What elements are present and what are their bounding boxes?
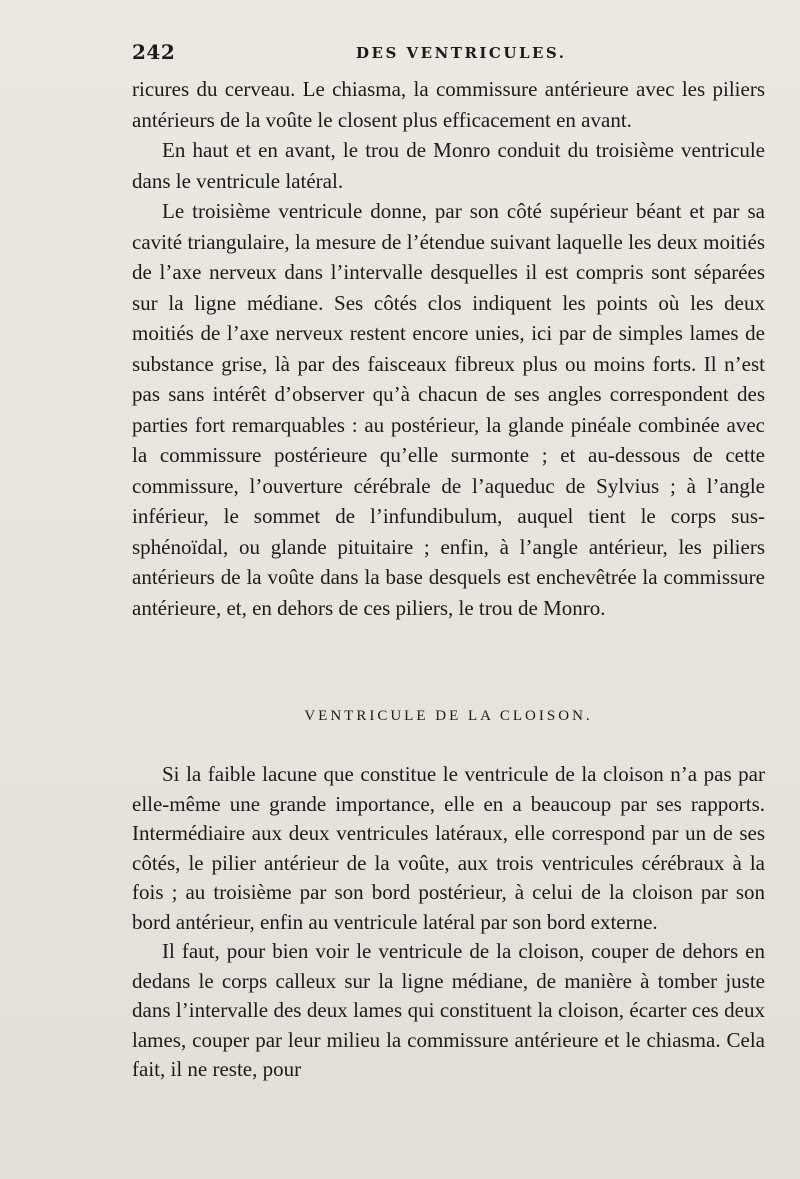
page-number: 242 — [132, 40, 176, 64]
running-head — [132, 40, 764, 68]
running-head-title: DES VENTRICULES. — [356, 44, 567, 62]
paragraph: Il faut, pour bien voir le ventricule de la cloison, couper de dehors en dedans le corps calleux sur la ligne médiane, de manière à tomber juste dans l’intervalle des deux lames qui constituent la cloison, écarter ces deux lames, couper par leur milieu la commissure antérieure et le chiasma. Cela fait, il ne reste, pour — [132, 939, 765, 1081]
paragraph: En haut et en avant, le trou de Monro conduit du troisième ventricule dans le ventricule latéral. — [132, 138, 765, 193]
section-heading: VENTRICULE DE LA CLOISON. — [304, 708, 593, 724]
paragraph: Si la faible lacune que constitue le ventricule de la cloison n’a pas par elle-même une grande importance, elle en a beaucoup par ses rapports. Intermédiaire aux deux ventricules latéraux, elle correspond par un de ses côtés, le pilier antérieur de la voûte, aux trois ventricules cérébraux à la fois ; au troisième par son bord postérieur, à celui de la cloison par son bord antérieur, enfin au ventricule latéral par son bord externe. — [132, 762, 765, 934]
body-text-top — [132, 74, 765, 623]
paragraph: ricures du cerveau. Le chiasma, la commissure antérieure avec les piliers antérieurs de la voûte le closent plus efficacement en avant. — [132, 77, 765, 132]
paragraph: Le troisième ventricule donne, par son côté supérieur béant et par sa cavité triangulaire, la mesure de l’étendue suivant laquelle les deux moitiés de l’axe nerveux dans l’intervalle desquelles il est compris sont séparées sur la ligne médiane. Ses côtés clos indiquent les points où les deux moitiés de l’axe nerveux restent encore unies, ici par de simples lames de substance grise, là par des faisceaux fibreux plus ou moins forts. Il n’est pas sans intérêt d’observer qu’à chacun de ses angles correspondent des parties fort remarquables : au postérieur, la glande pinéale combinée avec la commissure postérieure qu’elle surmonte ; et au-dessous de cette commissure, l’ouverture cérébrale de l’aqueduc de Sylvius ; à l’angle inférieur, le sommet de l’infundibulum, auquel tient le corps sus-sphénoïdal, ou glande pituitaire ; enfin, à l’angle antérieur, les piliers antérieurs de la voûte dans la base desquels est enchevêtrée la commissure antérieure, et, en dehors de ces piliers, le trou de Monro. — [132, 199, 765, 620]
body-text-bottom — [132, 760, 765, 1085]
